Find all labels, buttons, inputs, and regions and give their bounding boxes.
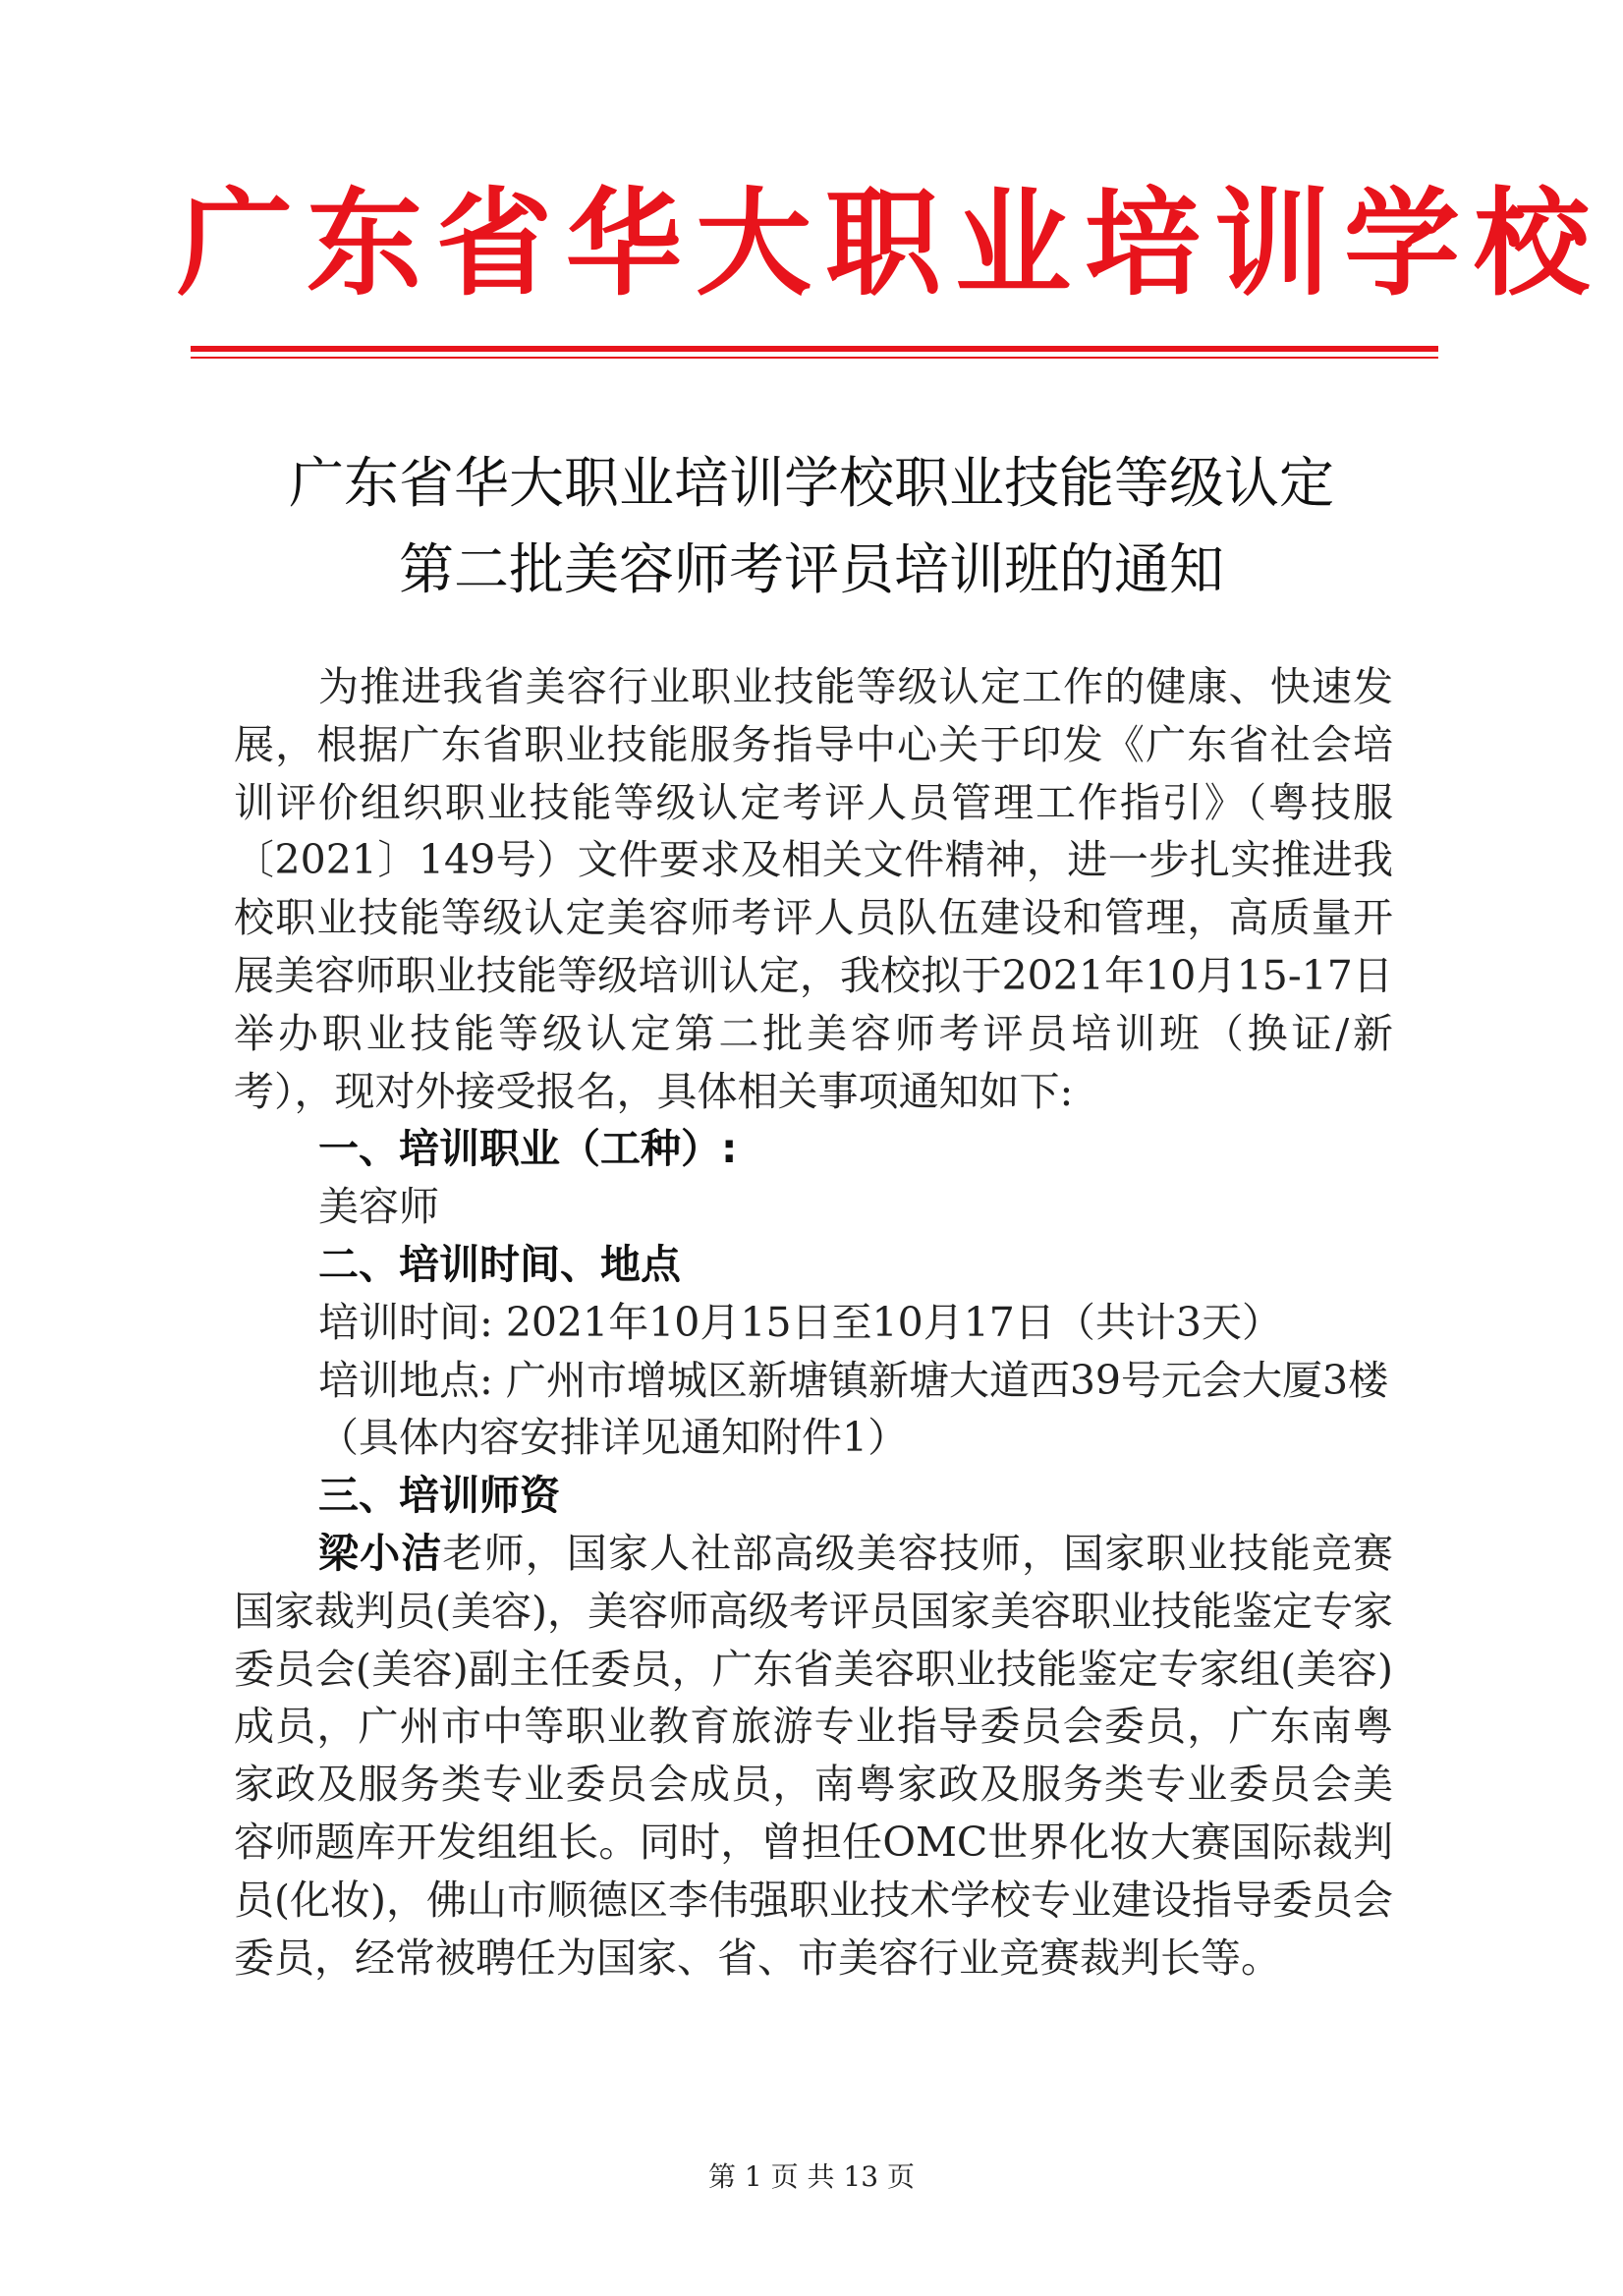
training-location: 培训地点: 广州市增城区新塘镇新塘大道西39号元会大厦3楼 (318, 1356, 1389, 1404)
letterhead-rule-thick (191, 346, 1438, 352)
training-time: 培训时间: 2021年10月15日至10月17日（共计3天） (318, 1298, 1282, 1346)
teacher-name: 梁小洁 (318, 1529, 443, 1577)
teacher-paragraph (234, 1525, 1393, 1987)
section1-content: 美容师 (318, 1183, 439, 1231)
letterhead-rule-thin (191, 357, 1438, 359)
section3-heading: 三、培训师资 (318, 1472, 560, 1520)
page-number-footer: 第 1 页 共 13 页 (708, 2160, 915, 2193)
teacher-bio: 老师，国家人社部高级美容技师，国家职业技能竞赛国家裁判员(美容)，美容师高级考评员国家美容职业技能鉴定专家委员会(美容)副主任委员，广东省美容职业技能鉴定专家组(美容)成员，广州市中等职业教育旅游专业指导委员会委员，广东南粤家政及服务类专业委员会成员，南粤家政及服务类专业委员会美容师题库开发组组长。同时，曾担任OMC世界化妆大赛国际裁判员(化妆)，佛山市顺德区李伟强职业技术学校专业建设指导委员会委员，经常被聘任为国家、省、市美容行业竞赛裁判长等。 (234, 1529, 1394, 1982)
letterhead-school-name: 广东省华大职业培训学校 (177, 176, 1604, 311)
document-title-line1: 广东省华大职业培训学校职业技能等级认定 (289, 452, 1334, 516)
section1-heading: 一、培训职业（工种）: (318, 1125, 738, 1173)
section2-heading: 二、培训时间、地点 (318, 1240, 681, 1288)
document-title-line2: 第二批美容师考评员培训班的通知 (399, 538, 1224, 602)
document-body (234, 658, 1393, 1987)
intro-paragraph: 为推进我省美容行业职业技能等级认定工作的健康、快速发展，根据广东省职业技能服务指导中心关于印发《广东省社会培训评价组织职业技能等级认定考评人员管理工作指引》（粤技服〔2021〕149号）文件要求及相关文件精神，进一步扎实推进我校职业技能等级认定美容师考评人员队伍建设和管理，高质量开展美容师职业技能等级培训认定，我校拟于2021年10月15-17日举办职业技能等级认定第二批美容师考评员培训班（换证/新考），现对外接受报名，具体相关事项通知如下: (234, 663, 1393, 1115)
training-note: （具体内容安排详见通知附件1） (318, 1414, 909, 1462)
